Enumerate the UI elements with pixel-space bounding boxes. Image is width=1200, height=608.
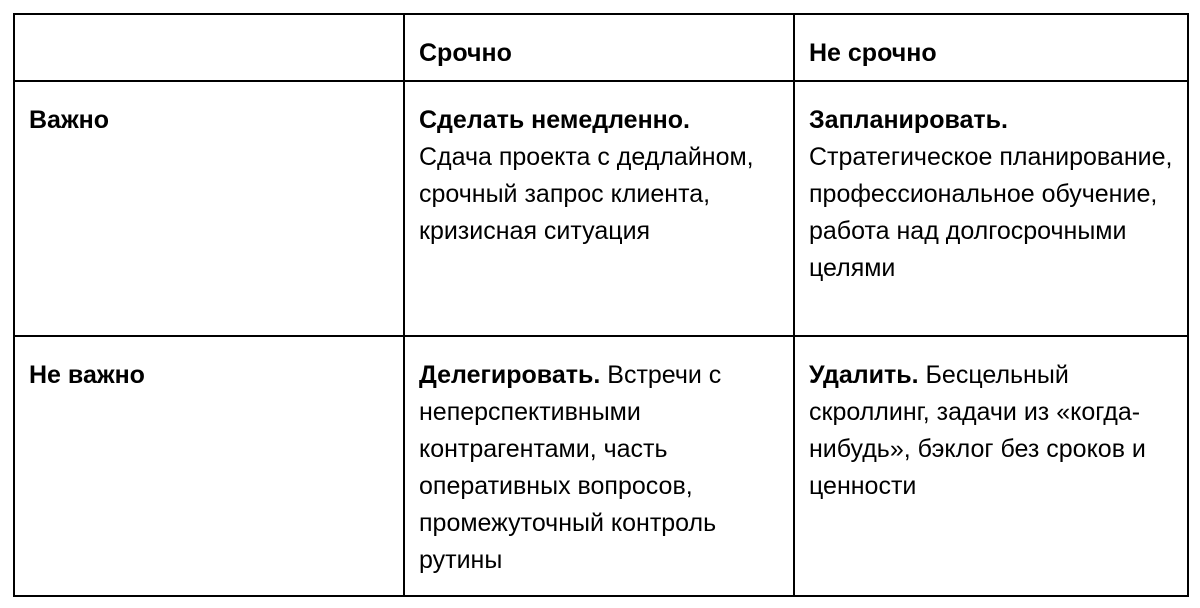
cell-text: Встречи с неперспективными контрагентами, часть оперативных вопросов, промежуточный контроль рутины <box>419 361 722 574</box>
cell-title: Удалить. <box>809 361 919 389</box>
priority-matrix-table <box>13 13 1189 597</box>
cell-text: Бесцельный скроллинг, задачи из «когда-нибудь», бэклог без сроков и ценности <box>809 361 1146 500</box>
cell-important-not-urgent <box>794 81 1188 336</box>
row-label-not-important: Не важно <box>14 336 404 596</box>
header-row <box>14 14 1188 81</box>
corner-cell <box>14 14 404 81</box>
cell-title: Сделать немедленно. <box>419 106 690 134</box>
cell-important-urgent <box>404 81 794 336</box>
cell-title: Делегировать. <box>419 361 601 389</box>
header-not-urgent: Не срочно <box>794 14 1188 81</box>
cell-title: Запланировать. <box>809 106 1008 134</box>
cell-not-important-urgent <box>404 336 794 596</box>
cell-text: Стратегическое планирование, профессиональное обучение, работа над долгосрочными целями <box>809 143 1173 282</box>
cell-not-important-not-urgent <box>794 336 1188 596</box>
cell-text: Сдача проекта с дедлайном, срочный запрос клиента, кризисная ситуация <box>419 143 754 245</box>
row-not-important <box>14 336 1188 596</box>
row-important <box>14 81 1188 336</box>
header-urgent: Срочно <box>404 14 794 81</box>
row-label-important: Важно <box>14 81 404 336</box>
